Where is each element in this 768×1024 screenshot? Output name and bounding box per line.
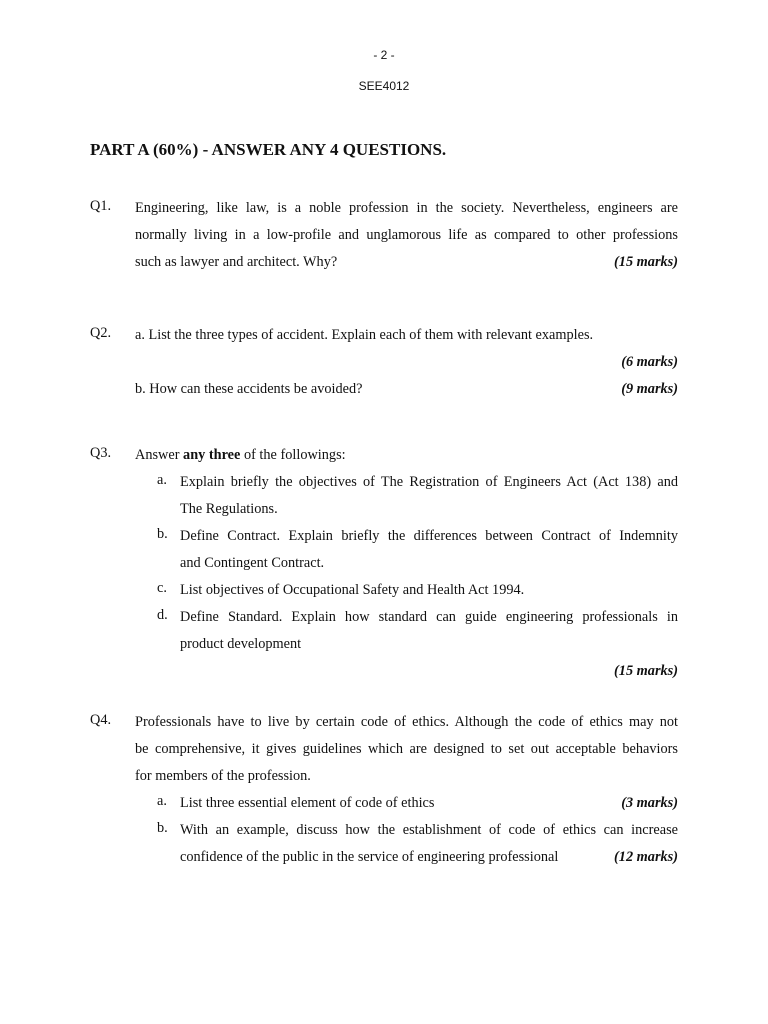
question-body <box>135 325 678 406</box>
sub-question-text: Define Contract. Explain briefly the differences between Contract of Indemnity <box>180 528 678 544</box>
question-part-a-marks <box>135 352 678 379</box>
sub-label: c. <box>157 580 167 596</box>
question-marks <box>135 661 678 688</box>
question-body <box>135 712 678 874</box>
sub-question-b <box>135 820 678 874</box>
sub-question-text: Explain briefly the objectives of The Registration of Engineers Act (Act 138) and <box>180 474 678 490</box>
marks-label: (15 marks) <box>614 663 678 679</box>
question-4 <box>90 712 678 874</box>
sub-label: b. <box>157 820 168 836</box>
question-text-line <box>135 252 678 279</box>
sub-question-text: confidence of the public in the service of engineering professional <box>180 849 559 865</box>
sub-label: d. <box>157 607 168 623</box>
sub-question-text: With an example, discuss how the establishment of code of ethics can increase <box>180 822 678 838</box>
sub-label: a. <box>157 472 167 488</box>
marks-label: (9 marks) <box>621 381 678 397</box>
question-body <box>135 198 678 279</box>
question-text-line: Engineering, like law, is a noble profession in the society. Nevertheless, engineers are <box>135 200 678 216</box>
sub-label: b. <box>157 526 168 542</box>
question-1 <box>90 198 678 279</box>
question-text-line: normally living in a low-profile and unglamorous life as compared to other professions <box>135 227 678 243</box>
marks-label: (3 marks) <box>621 795 678 811</box>
question-part-a: a. List the three types of accident. Explain each of them with relevant examples. <box>135 327 594 343</box>
question-number: Q2. <box>90 325 112 341</box>
intro-text: of the followings: <box>240 447 346 463</box>
intro-emphasis: any three <box>183 447 241 463</box>
question-number: Q1. <box>90 198 112 214</box>
marks-label: (6 marks) <box>621 354 678 370</box>
intro-text: Answer <box>135 447 184 463</box>
sub-question-line <box>180 793 678 820</box>
sub-question-a <box>135 472 678 526</box>
question-intro <box>135 445 678 472</box>
sub-question-line <box>180 847 678 874</box>
question-text: b. How can these accidents be avoided? <box>135 381 363 397</box>
sub-question-text: Define Standard. Explain how standard can guide engineering professionals in <box>180 609 678 625</box>
question-number: Q4. <box>90 712 112 728</box>
question-2 <box>90 325 678 406</box>
question-number: Q3. <box>90 445 112 461</box>
sub-question-c <box>135 580 678 607</box>
marks-label: (15 marks) <box>614 254 678 270</box>
sub-question-text: The Regulations. <box>180 501 278 517</box>
sub-question-text: List objectives of Occupational Safety and Health Act 1994. <box>180 582 525 598</box>
question-text: such as lawyer and architect. Why? <box>135 254 338 270</box>
question-3 <box>90 445 678 688</box>
question-text-line: for members of the profession. <box>135 768 311 784</box>
course-code: SEE4012 <box>358 79 410 93</box>
sub-label: a. <box>157 793 167 809</box>
sub-question-text: List three essential element of code of ethics <box>180 795 435 811</box>
question-text-line: Professionals have to live by certain code of ethics. Although the code of ethics may not <box>135 714 678 730</box>
sub-question-a <box>135 793 678 820</box>
question-text-line: be comprehensive, it gives guidelines which are designed to set out acceptable behaviors <box>135 741 678 757</box>
question-part-b <box>135 379 678 406</box>
part-title: PART A (60%) - ANSWER ANY 4 QUESTIONS. <box>90 140 447 159</box>
sub-question-text: and Contingent Contract. <box>180 555 325 571</box>
question-body <box>135 445 678 688</box>
sub-question-b <box>135 526 678 580</box>
sub-question-text: product development <box>180 636 302 652</box>
page-number: - 2 - <box>373 48 395 62</box>
sub-question-d <box>135 607 678 661</box>
marks-label: (12 marks) <box>614 849 678 865</box>
